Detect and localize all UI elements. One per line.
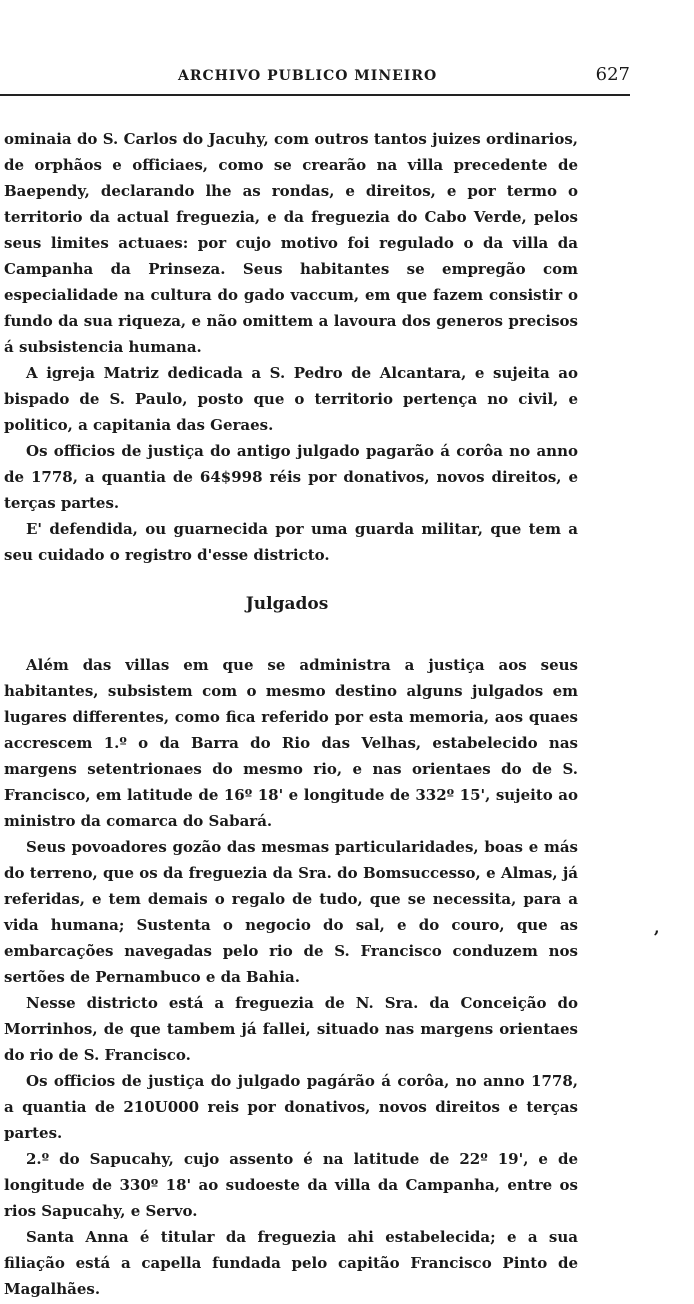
page-number: 627 — [595, 64, 630, 85]
running-title: ARCHIVO PUBLICO MINEIRO — [178, 68, 438, 84]
text-block-bottom — [4, 652, 578, 1302]
page-header — [0, 64, 630, 96]
paragraph: E' defendida, ou guarnecida por uma guarda militar, que tem a seu cuidado o registro d'esse districto. — [4, 520, 578, 564]
paragraph: Santa Anna é titular da freguezia ahi estabelecida; e a sua filiação está a capella fundada pelo capitão Francisco Pinto de Magalhães. — [4, 1228, 578, 1298]
paragraph: Seus povoadores gozão das mesmas particularidades, boas e más do terreno, que os da freguezia da Sra. do Bomsuccesso, e Almas, já referidas, e tem demais o regalo de tudo, que se necessita, para a vida humana; Sustenta o negocio do sal, e do couro, que as embarcações navegadas pelo rio de S. Francisco conduzem nos sertões de Pernambuco e da Bahia. — [4, 838, 578, 986]
ink-speck: , — [654, 918, 660, 937]
paragraph: Os officios de justiça do julgado pagárão á corôa, no anno 1778, a quantia de 210U000 reis por donativos, novos direitos e terças partes. — [4, 1072, 578, 1142]
paragraph: A igreja Matriz dedicada a S. Pedro de Alcantara, e sujeita ao bispado de S. Paulo, posto que o territorio pertença no civil, e politico, a capitania das Geraes. — [4, 364, 578, 434]
paragraph: ominaia do S. Carlos do Jacuhy, com outros tantos juizes ordinarios, de orphãos e officiaes, como se crearão na villa precedente de Baependy, declarando lhe as rondas, e direitos, e por termo o territorio da actual freguezia, e da freguezia do Cabo Verde, pelos seus limites actuaes: por cujo motivo foi regulado o da villa da Campanha da Prinseza. Seus habitantes se empregão com especialidade na cultura do gado vaccum, em que fazem consistir o fundo da sua riqueza, e não omittem a lavoura dos generos precisos á subsistencia humana. — [4, 130, 578, 356]
paragraph: Além das villas em que se administra a justiça aos seus habitantes, subsistem com o mesmo destino alguns julgados em lugares differentes, como fica referido por esta memoria, aos quaes accrescem 1.º o da Barra do Rio das Velhas, estabelecido nas margens setentrionaes do mesmo rio, e nas orientaes do de S. Francisco, em latitude de 16º 18' e longitude de 332º 15', sujeito ao ministro da comarca do Sabará. — [4, 656, 578, 830]
paragraph: Nesse districto está a freguezia de N. Sra. da Conceição do Morrinhos, de que tambem já fallei, situado nas margens orientaes do rio de S. Francisco. — [4, 994, 578, 1064]
paragraph: Os officios de justiça do antigo julgado pagarão á corôa no anno de 1778, a quantia de 64$998 réis por donativos, novos direitos, e terças partes. — [4, 442, 578, 512]
section-heading: Julgados — [245, 594, 329, 614]
text-block-top — [4, 126, 578, 568]
paragraph: 2.º do Sapucahy, cujo assento é na latitude de 22º 19', e de longitude de 330º 18' ao sudoeste da villa da Campanha, entre os rios Sapucahy, e Servo. — [4, 1150, 578, 1220]
